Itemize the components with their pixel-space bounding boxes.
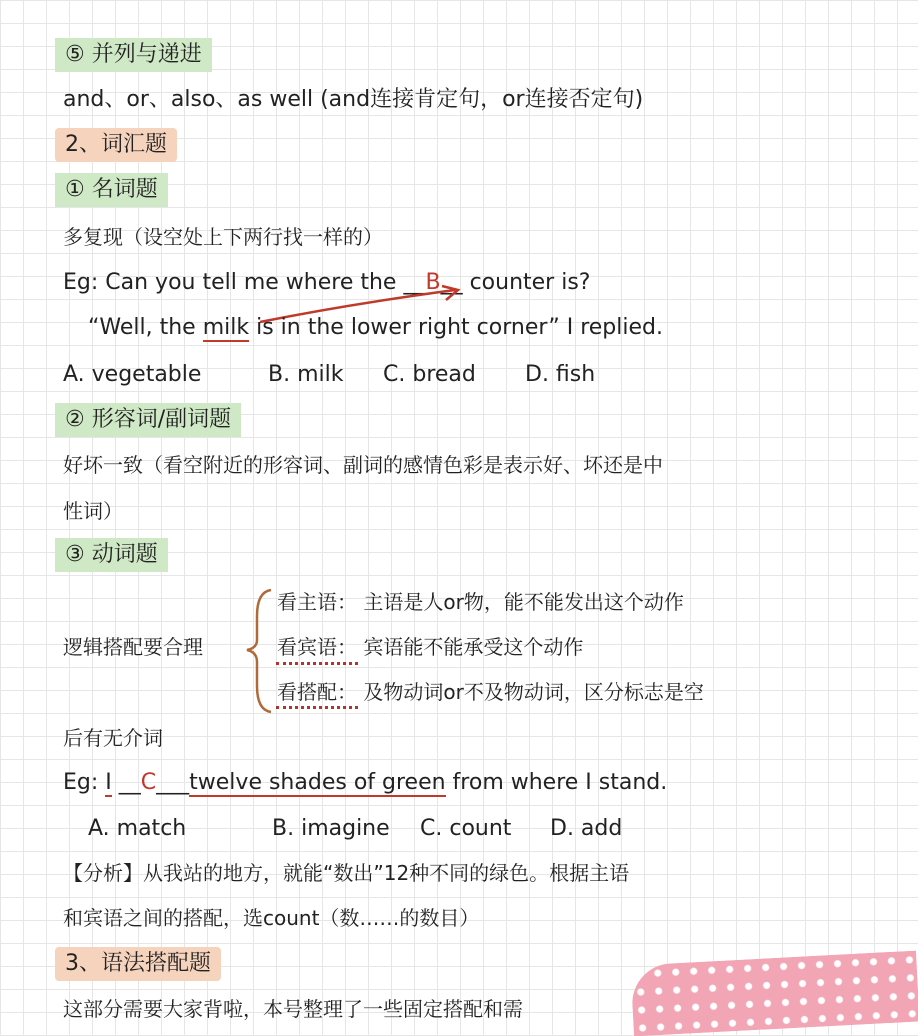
verb-blank-b: ___ xyxy=(156,770,190,795)
noun-line2 xyxy=(88,313,663,343)
noun-answer: B xyxy=(425,270,441,295)
noun-line2-prefix: “Well, the xyxy=(88,315,203,340)
dotted-underline-3 xyxy=(276,706,358,709)
verb-badge: ③ 动词题 xyxy=(55,538,168,572)
verb-branch-2-text: 宾语能不能承受这个动作 xyxy=(363,635,584,659)
verb-branch-3-label: 看搭配： xyxy=(277,680,357,704)
verb-branch-1-label: 看主语： xyxy=(277,590,357,614)
section-5-text: and、or、also、as well (and连接肯定句，or连接否定句) xyxy=(63,87,644,112)
verb-option-a: A. match xyxy=(88,816,187,841)
verb-branch-1 xyxy=(277,587,684,617)
brace-icon xyxy=(245,586,275,716)
grammar-heading: 3、语法搭配题 xyxy=(55,947,221,981)
grammar-text: 这部分需要大家背啦，本号整理了一些固定搭配和需 xyxy=(63,997,523,1021)
verb-analysis-line1: 【分析】从我站的地方，就能“数出”12种不同的绿色。根据主语 xyxy=(63,861,630,885)
noun-option-d: D. fish xyxy=(525,362,596,387)
verb-option-b: B. imagine xyxy=(272,816,390,841)
verb-option-d: D. add xyxy=(550,816,623,841)
noun-blank-b: __ xyxy=(440,270,463,295)
verb-continuation: 后有无介词 xyxy=(63,726,163,750)
verb-example-subject: I xyxy=(105,770,112,795)
noun-badge: ① 名词题 xyxy=(55,173,168,207)
verb-root: 逻辑搭配要合理 xyxy=(63,635,203,659)
verb-option-c: C. count xyxy=(420,816,512,841)
adj-badge: ② 形容词/副词题 xyxy=(55,403,241,437)
verb-example-prefix: Eg: xyxy=(63,770,106,795)
heart-sticker-decoration xyxy=(630,951,918,1036)
verb-answer: C xyxy=(140,770,157,795)
verb-analysis-line2: 和宾语之间的搭配，选count（数……的数目） xyxy=(63,906,480,930)
noun-blank-a: __ xyxy=(403,270,426,295)
noun-option-b: B. milk xyxy=(268,362,344,387)
dotted-underline-2 xyxy=(276,662,358,665)
adj-tip-line2: 性词） xyxy=(63,499,123,523)
verb-branch-1-text: 主语是人or物，能不能发出这个动作 xyxy=(363,590,684,614)
verb-example xyxy=(63,768,667,798)
noun-example-suffix: counter is? xyxy=(469,270,591,295)
noun-line2-suffix: is in the lower right corner” I replied. xyxy=(249,315,663,340)
noun-keyword: milk xyxy=(202,315,250,340)
section-5-badge: ⑤ 并列与递进 xyxy=(55,38,212,72)
noun-option-a: A. vegetable xyxy=(63,362,202,387)
vocab-heading: 2、词汇题 xyxy=(55,128,177,162)
noun-tip: 多复现（设空处上下两行找一样的） xyxy=(63,225,383,249)
verb-branch-3 xyxy=(277,677,704,707)
verb-blank-a: __ xyxy=(118,770,141,795)
adj-tip-line1: 好坏一致（看空附近的形容词、副词的感情色彩是表示好、坏还是中 xyxy=(63,453,663,477)
verb-branch-2 xyxy=(277,632,583,662)
verb-branch-3-text: 及物动词or不及物动词，区分标志是空 xyxy=(363,680,704,704)
verb-example-object: twelve shades of green xyxy=(189,770,446,795)
verb-example-suffix: from where I stand. xyxy=(445,770,668,795)
noun-example-prefix: Eg: Can you tell me where the xyxy=(63,270,397,295)
noun-option-c: C. bread xyxy=(383,362,476,387)
verb-branch-2-label: 看宾语： xyxy=(277,635,357,659)
